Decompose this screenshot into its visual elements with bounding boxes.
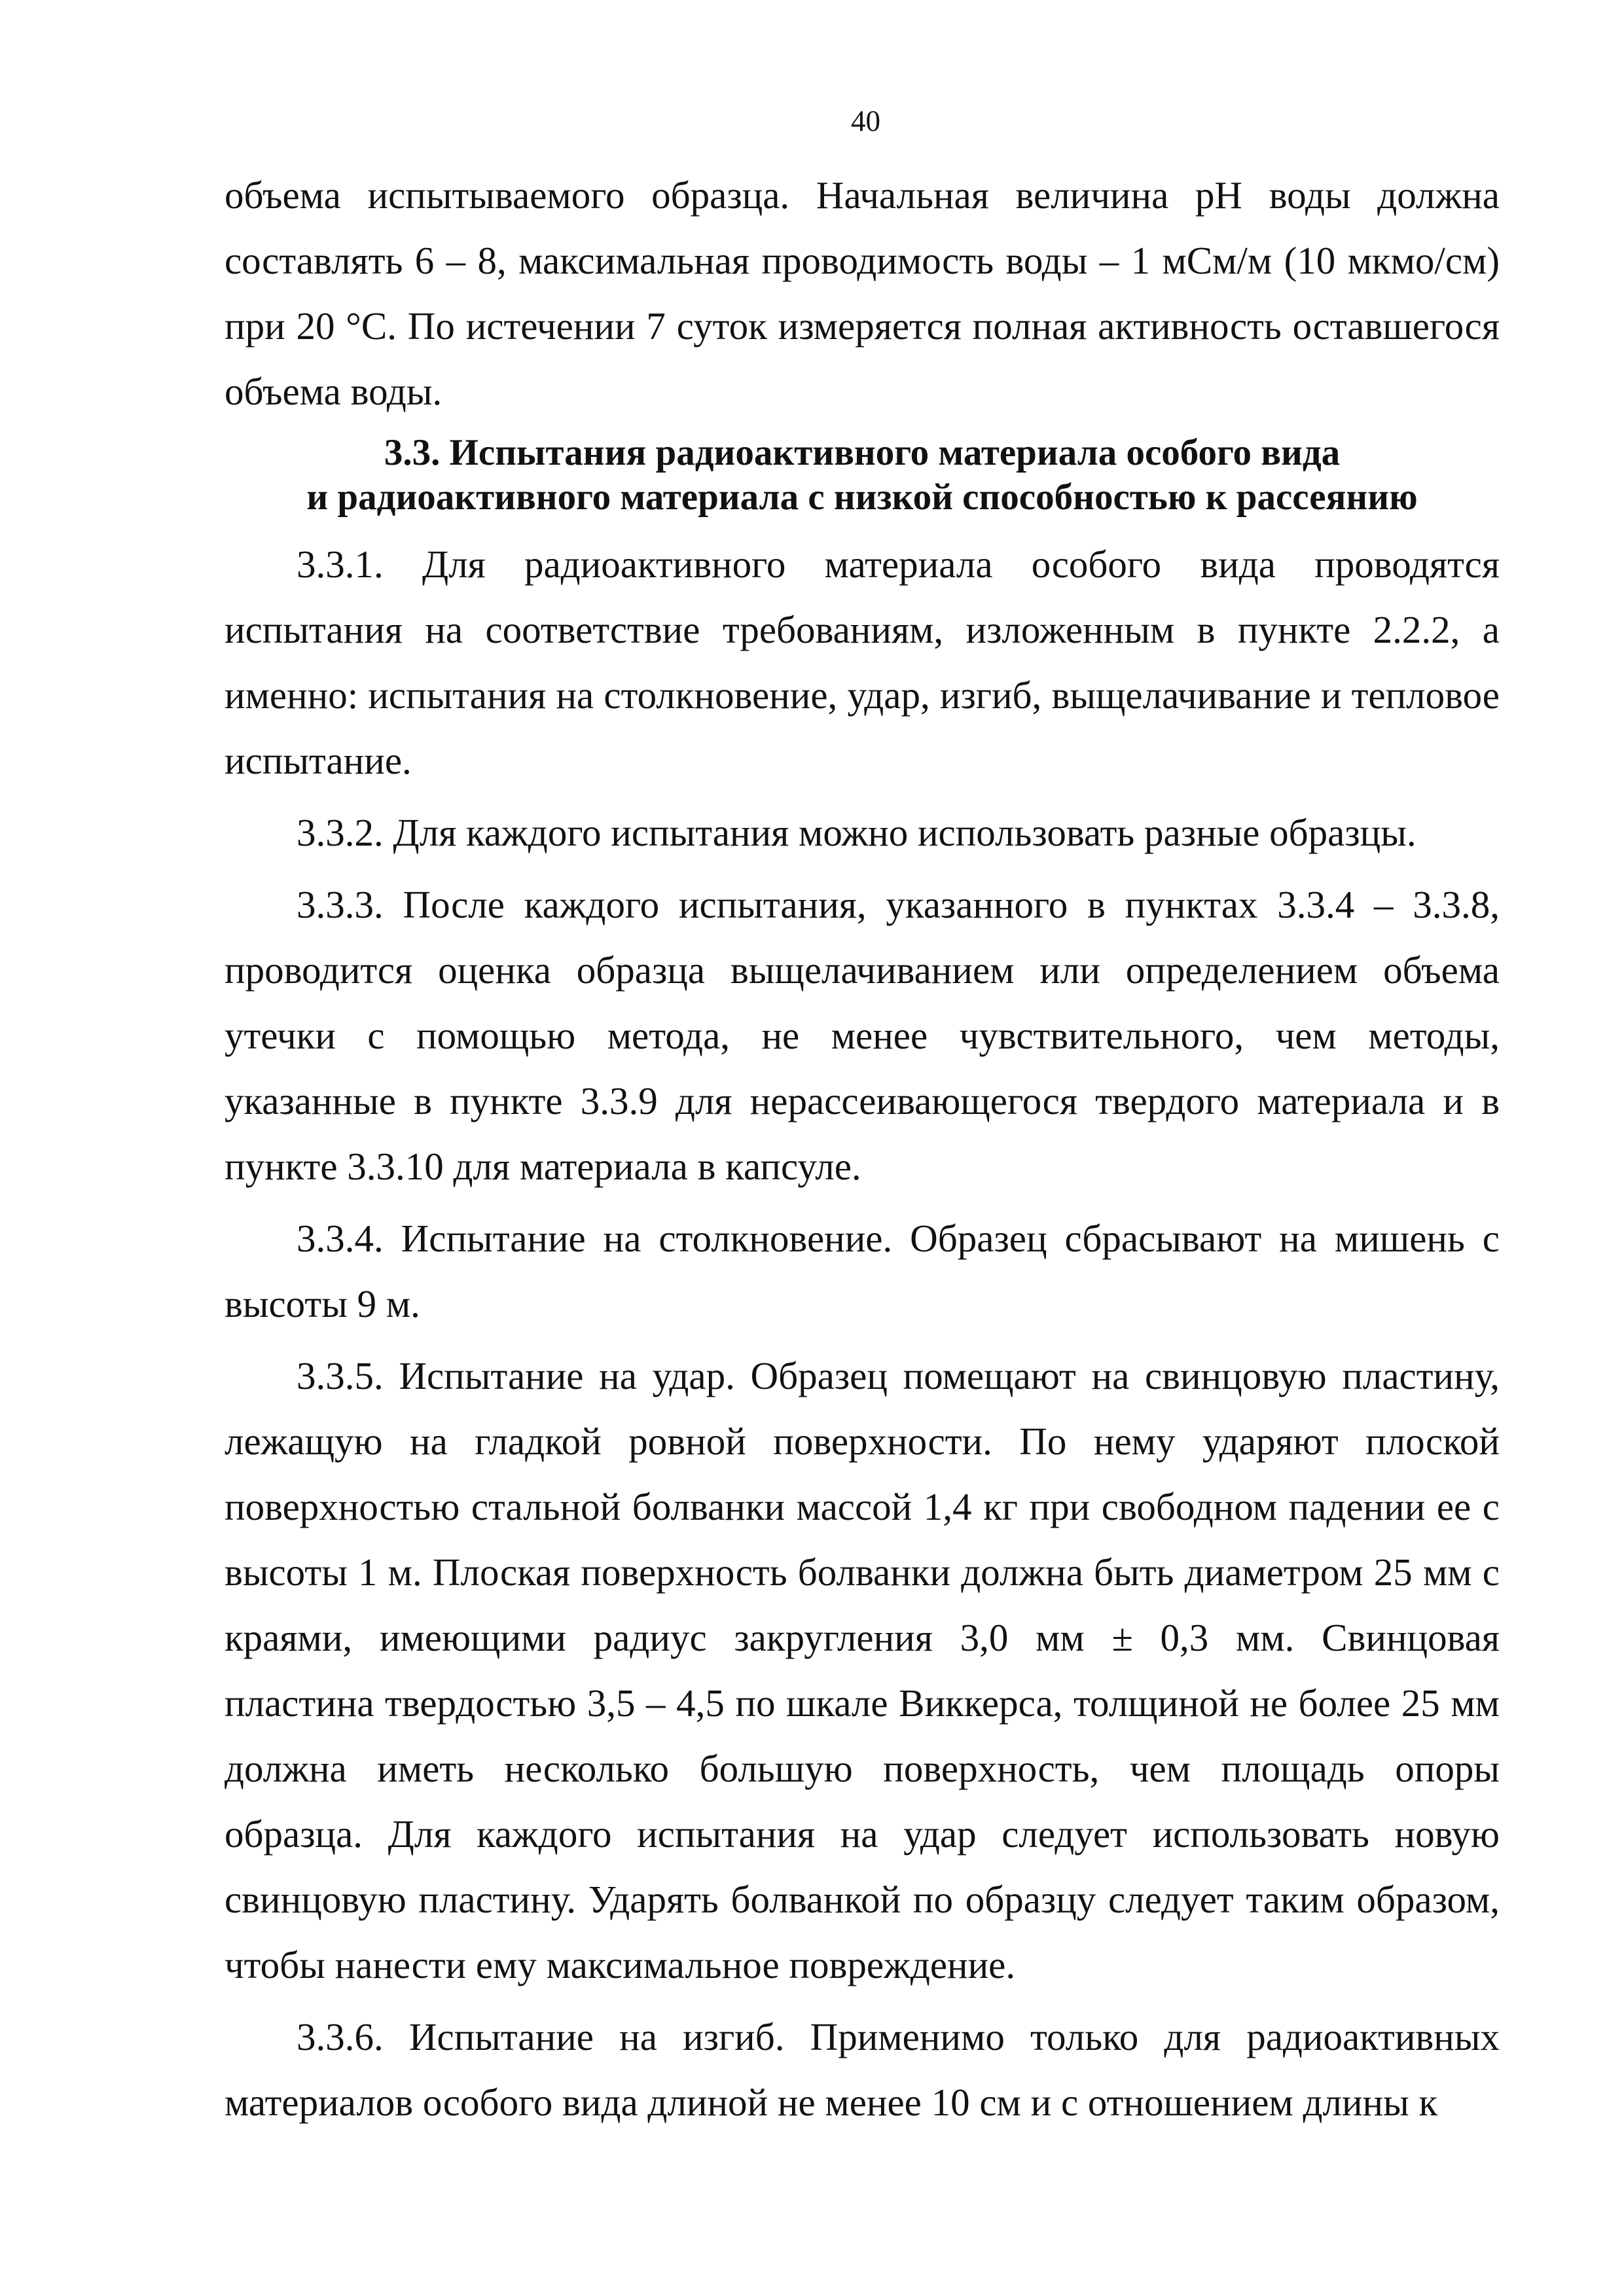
paragraph-3-3-1: 3.3.1. Для радиоактивного материала особого вида проводятся испытания на соответствие требованиям, изложенным в пункте 2.2.2, а именно: испытания на столкновение, удар, изгиб, выщелачивание и тепловое испытание. [225, 543, 1500, 782]
page-number: 40 [851, 105, 880, 137]
section-heading-line-1: 3.3. Испытания радиоактивного материала особого вида [384, 432, 1341, 473]
paragraph-3-3-4: 3.3.4. Испытание на столкновение. Образец сбрасывают на мишень с высоты 9 м. [225, 1217, 1500, 1325]
document-body [225, 162, 1500, 2142]
paragraph-3-3-3: 3.3.3. После каждого испытания, указанного в пунктах 3.3.4 – 3.3.8, проводится оценка образца выщелачиванием или определением объема утечки с помощью метода, не менее чувствительного, чем методы, указанные в пункте 3.3.9 для нерассеивающегося твердого материала и в пункте 3.3.10 для материала в капсуле. [225, 883, 1500, 1188]
section-heading-line-2: и радиоактивного материала с низкой способностью к рассеянию [306, 476, 1418, 518]
intro-paragraph: объема испытываемого образца. Начальная величина pH воды должна составлять 6 – 8, максимальная проводимость воды – 1 мСм/м (10 мкмо/см) при 20 °С. По истечении 7 суток измеряется полная активность оставшегося объема воды. [225, 173, 1500, 413]
paragraph-3-3-6: 3.3.6. Испытание на изгиб. Применимо только для радиоактивных материалов особого вида длиной не менее 10 см и с отношением длины к [225, 2015, 1500, 2124]
paragraph-3-3-2: 3.3.2. Для каждого испытания можно использовать разные образцы. [297, 811, 1416, 854]
paragraph-3-3-5: 3.3.5. Испытание на удар. Образец помещают на свинцовую пластину, лежащую на гладкой ровной поверхности. По нему ударяют плоской поверхностью стальной болванки массой 1,4 кг при свободном падении ее с высоты 1 м. Плоская поверхность болванки должна быть диаметром 25 мм с краями, имеющими радиус закругления 3,0 мм ± 0,3 мм. Свинцовая пластина твердостью 3,5 – 4,5 по шкале Виккерса, толщиной не более 25 мм должна иметь несколько большую поверхность, чем площадь опоры образца. Для каждого испытания на удар следует использовать новую свинцовую пластину. Ударять болванкой по образцу следует таким образом, чтобы нанести ему максимальное повреждение. [225, 1354, 1500, 1986]
section-heading [225, 431, 1500, 520]
